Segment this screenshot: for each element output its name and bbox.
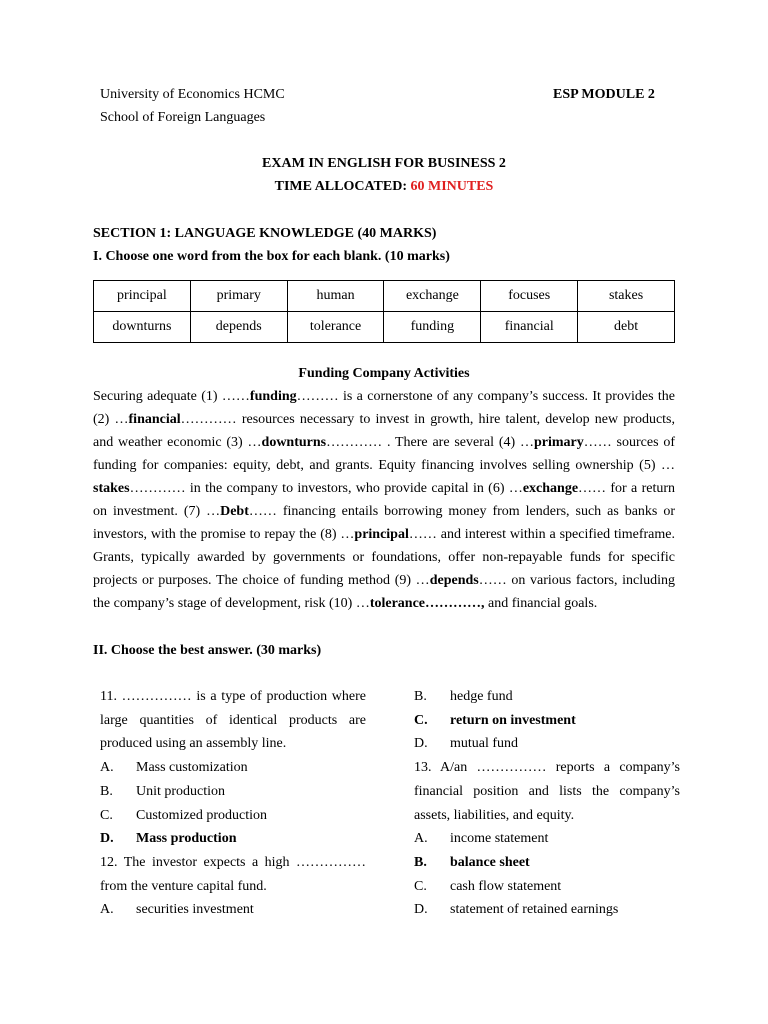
passage-segment: …… on various factors, including the company’s stage of development, risk (10) … bbox=[93, 573, 676, 611]
answer-option bbox=[100, 898, 366, 922]
part2-instruction: II. Choose the best answer. (30 marks) bbox=[93, 643, 322, 658]
option-letter: C. bbox=[414, 878, 427, 894]
answer-option bbox=[414, 827, 680, 851]
option-text: Unit production bbox=[136, 783, 226, 799]
passage-answer: downturns bbox=[261, 435, 327, 450]
option-letter: D. bbox=[100, 831, 114, 847]
passage-answer: financial bbox=[128, 412, 181, 427]
passage-segment: …… and interest within a specified timeframe. Grants, typically awarded by governments or foundations, offer non-repayable funds for specific projects or purposes. The choice of funding method (9) … bbox=[93, 527, 675, 588]
questions-right-column bbox=[414, 685, 680, 922]
answer-option bbox=[414, 898, 680, 922]
passage-segment: ………… resources necessary to invest in growth, hire talent, develop new products, and weather economic (3) … bbox=[93, 412, 675, 450]
option-letter: A. bbox=[100, 902, 114, 918]
passage-answer: tolerance…………, bbox=[369, 596, 485, 611]
passage-answer: funding bbox=[249, 389, 297, 404]
word-box-row bbox=[94, 312, 675, 343]
option-letter: D. bbox=[414, 902, 428, 918]
word-cell: financial bbox=[481, 312, 578, 343]
option-text: Mass customization bbox=[136, 760, 248, 776]
word-cell: human bbox=[287, 281, 384, 312]
option-letter: C. bbox=[414, 712, 428, 728]
word-cell: exchange bbox=[384, 281, 481, 312]
passage-segment: ……… is a cornerstone of any company’s success. It provides the (2) … bbox=[93, 389, 675, 427]
passage-answer: stakes bbox=[93, 481, 130, 496]
passage-answer: Debt bbox=[220, 504, 249, 519]
answer-option bbox=[100, 804, 366, 828]
option-letter: B. bbox=[414, 854, 427, 870]
question-stem: 13. A/an …………… reports a company’s financial position and lists the company’s assets, liabilities, and equity. bbox=[414, 760, 680, 823]
question-stem: 11. …………… is a type of production where large quantities of identical products are produced using an assembly line. bbox=[100, 689, 366, 752]
questions-left-column bbox=[100, 685, 366, 922]
passage-answer: principal bbox=[354, 527, 409, 542]
school-name: School of Foreign Languages bbox=[100, 110, 266, 125]
word-cell: tolerance bbox=[287, 312, 384, 343]
word-box bbox=[93, 280, 675, 343]
word-cell: primary bbox=[190, 281, 287, 312]
passage-answer: exchange bbox=[522, 481, 579, 496]
option-text: cash flow statement bbox=[450, 878, 562, 894]
word-cell: funding bbox=[384, 312, 481, 343]
option-text: income statement bbox=[450, 831, 549, 847]
time-value: 60 MINUTES bbox=[410, 179, 494, 194]
passage-answer: depends bbox=[429, 573, 479, 588]
exam-title: EXAM IN ENGLISH FOR BUSINESS 2 bbox=[262, 156, 506, 171]
option-letter: B. bbox=[414, 689, 427, 704]
option-text: Customized production bbox=[136, 807, 268, 823]
passage-segment: …… sources of funding for companies: equity, debt, and grants. Equity financing involves selling ownership (5) … bbox=[93, 435, 675, 473]
word-cell: depends bbox=[190, 312, 287, 343]
passage-segment: …… for a return on investment. (7) … bbox=[93, 481, 675, 519]
option-letter: B. bbox=[100, 783, 113, 799]
passage-segment: ………… in the company to investors, who provide capital in (6) … bbox=[129, 481, 523, 496]
option-letter: D. bbox=[414, 736, 428, 752]
time-allocated bbox=[0, 179, 768, 195]
passage-segment: Securing adequate (1) …… bbox=[93, 389, 250, 404]
option-letter: C. bbox=[100, 807, 113, 823]
option-text: balance sheet bbox=[450, 854, 530, 870]
passage-segment: and financial goals. bbox=[484, 596, 598, 611]
answer-option bbox=[414, 875, 680, 899]
answer-option bbox=[414, 709, 680, 733]
word-box-row bbox=[94, 281, 675, 312]
answer-option bbox=[414, 732, 680, 756]
passage-text bbox=[93, 385, 675, 615]
answer-option bbox=[100, 756, 366, 780]
word-cell: debt bbox=[578, 312, 675, 343]
part1-instruction: I. Choose one word from the box for each blank. (10 marks) bbox=[93, 249, 450, 264]
answer-option bbox=[100, 780, 366, 804]
word-cell: focuses bbox=[481, 281, 578, 312]
option-text: mutual fund bbox=[450, 736, 519, 752]
answer-option bbox=[414, 685, 680, 709]
option-text: return on investment bbox=[450, 712, 576, 728]
passage-segment: …… financing entails borrowing money from lenders, such as banks or investors, with the promise to repay the (8) … bbox=[93, 504, 675, 542]
passage-answer: primary bbox=[533, 435, 584, 450]
option-letter: A. bbox=[414, 831, 428, 847]
answer-option bbox=[414, 851, 680, 875]
option-text: hedge fund bbox=[450, 689, 513, 704]
university-name: University of Economics HCMC bbox=[100, 87, 285, 102]
section1-title: SECTION 1: LANGUAGE KNOWLEDGE (40 MARKS) bbox=[93, 226, 437, 241]
word-cell: downturns bbox=[94, 312, 191, 343]
option-text: securities investment bbox=[136, 902, 254, 918]
time-label: TIME ALLOCATED: bbox=[274, 179, 411, 194]
option-text: Mass production bbox=[136, 831, 237, 847]
option-letter: A. bbox=[100, 760, 114, 776]
word-cell: principal bbox=[94, 281, 191, 312]
module-label: ESP MODULE 2 bbox=[553, 87, 655, 102]
option-text: statement of retained earnings bbox=[450, 902, 619, 918]
passage-title: Funding Company Activities bbox=[298, 366, 470, 381]
word-cell: stakes bbox=[578, 281, 675, 312]
passage-segment: ………… . There are several (4) … bbox=[326, 435, 534, 450]
answer-option bbox=[100, 827, 366, 851]
question-stem: 12. The investor expects a high …………… from the venture capital fund. bbox=[100, 854, 366, 894]
